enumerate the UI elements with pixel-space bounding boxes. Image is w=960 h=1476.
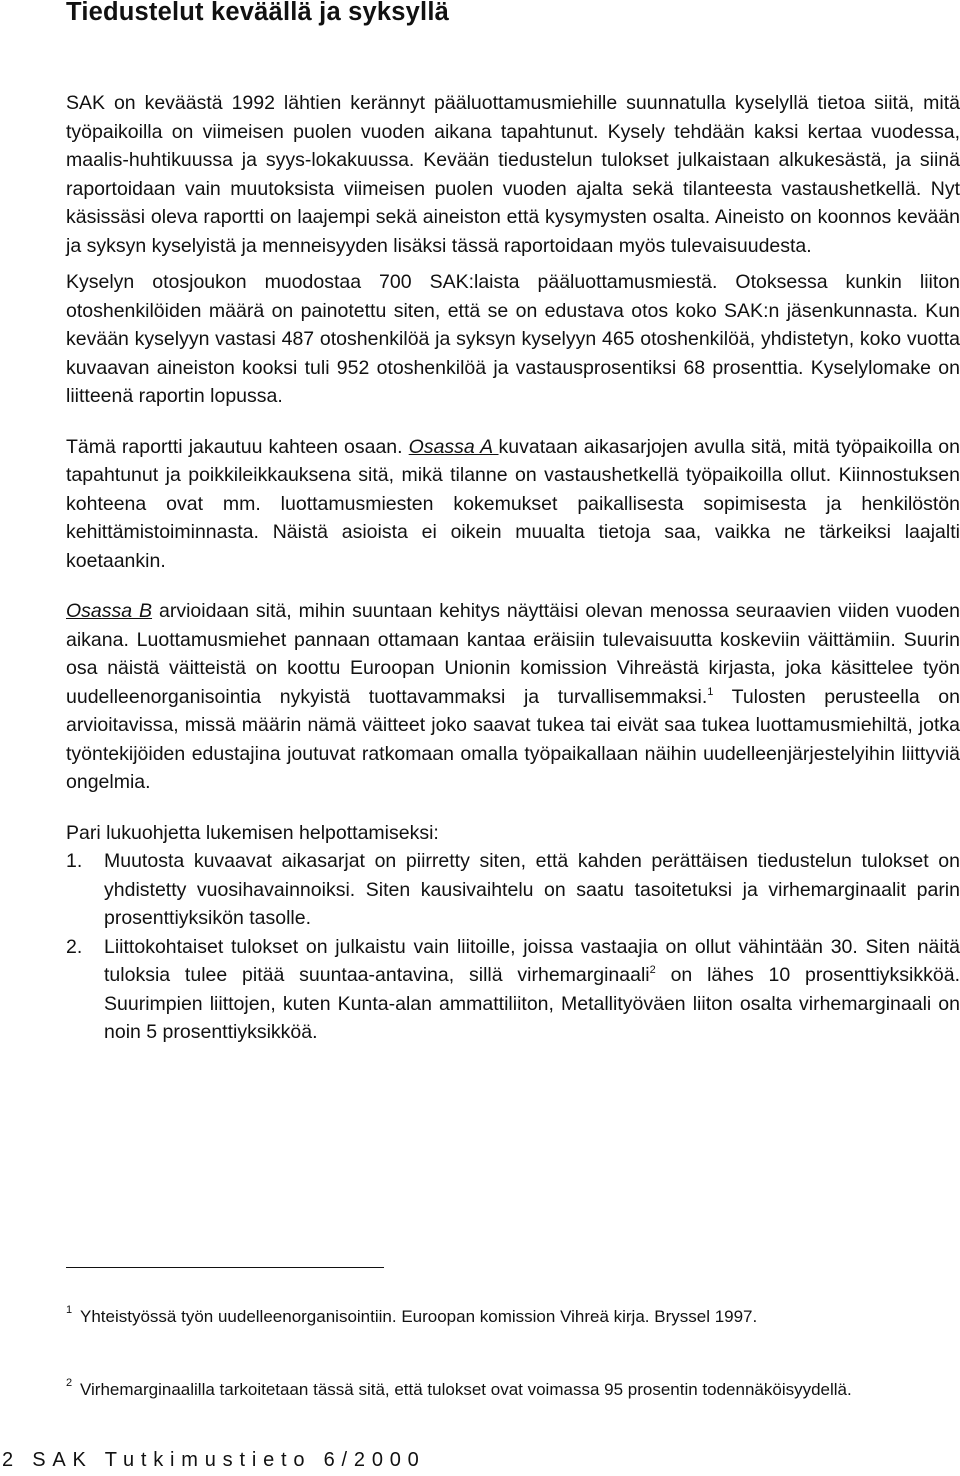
body-text — [66, 89, 960, 1047]
part-a-label: Osassa A — [408, 435, 499, 458]
paragraph-part-b — [66, 597, 960, 797]
paragraph-structure-lead: Tämä raportti jakautuu kahteen osaan. — [66, 435, 409, 458]
page-title: Tiedustelut keväällä ja syksyllä — [66, 0, 449, 26]
list-item — [66, 933, 960, 1047]
reading-tips-list — [66, 847, 960, 1047]
paragraph-structure-rest: kuvataan aikasarjojen avulla sitä, mitä työpaikoilla on tapahtunut ja poikkileikkauksena sitä, mikä tilanne on vastaushetkellä työpaikoilla ollut. Kiinnostuksen kohteena ovat mm. luottamusmiesten kokemukset paikallisesta sopimisesta ja henkilöstön kehittämistoiminnasta. Näistä asioista ei oikein muualta tietoja saa, vaikka ne tärkeiksi laajalti koetaankin. — [66, 435, 960, 572]
paragraph-part-b-mid: arvioidaan sitä, mihin suuntaan kehitys näyttäisi olevan menossa seuraavien viiden vuoden aikana. Luottamusmiehet pannaan ottamaan kantaa eräisiin tulevaisuutta koskeviin väittämiin. Suurin osa näistä väitteistä on koottu Euroopan Unionin komission Vihreästä kirjasta, joka käsittelee työn uudelleenorganisointia nykyistä tuottavammaksi ja turvallisemmaksi. — [66, 600, 960, 708]
footnote-divider — [66, 1267, 384, 1268]
list-item-text: Muutosta kuvaavat aikasarjat on piirretty siten, että kahden perättäisen tiedustelun tulokset on yhdistetty vuosihavainnoiksi. Siten kausivaihtelu on saatu tasoitetuksi ja virhemarginaalit parin prosenttiyksikön tasolle. — [104, 850, 960, 929]
footnote — [66, 1377, 926, 1402]
list-number: 1. — [66, 850, 83, 872]
list-item-text-rest: on lähes 10 prosenttiyksikköä. Suurimpien liittojen, kuten Kunta-alan ammattiliiton, Metallityöväen liiton osalta virhemarginaali on noin 5 prosenttiyksikköä. — [104, 964, 960, 1043]
part-b-label: Osassa B — [66, 600, 153, 622]
list-item-text: Liittokohtaiset tulokset on julkaistu vain liitoille, joissa vastaajia on ollut vähintään 30. Siten näitä tuloksia tulee pitää suuntaa-antavina, sillä virhemarginaali — [104, 935, 960, 986]
paragraph-structure — [66, 433, 960, 576]
list-intro: Pari lukuohjetta lukemisen helpottamiseksi: — [66, 821, 439, 844]
footnote-mark: 1 — [66, 1304, 73, 1316]
footnote-text: Virhemarginaalilla tarkoitetaan tässä sitä, että tulokset ovat voimassa 95 prosentin todennäköisyydellä. — [80, 1380, 852, 1399]
footnote-mark: 2 — [66, 1377, 73, 1389]
footnote-ref-1: 1 — [707, 685, 714, 698]
paragraph-part-b-rest: Tulosten perusteella on arvioitavissa, missä määrin nämä väitteet joko saavat tukea tai eivät saa tukea luottamusmiehiltä, jotka työntekijöiden edustajina joutuvat ratkomaan omalla työpaikallaan näihin uudelleenjärjestelyihin liittyviä ongelmia. — [66, 685, 960, 793]
list-number: 2. — [66, 935, 83, 958]
footnote — [66, 1304, 926, 1329]
footnote-ref-2: 2 — [649, 964, 656, 976]
paragraph-intro: SAK on keväästä 1992 lähtien kerännyt pääluottamusmiehille suunnatulla kyselyllä tietoa siitä, mitä työpaikoilla on viimeisen puolen vuoden aikana tapahtunut. Kysely tehdään kaksi kertaa vuodessa, maalis-huhtikuussa ja syys-lokakuussa. Kevään tiedustelun tulokset julkaistaan alkukesästä, ja siinä raportoidaan vain muutoksista viimeisen puolen vuoden ajalta sekä tilanteesta vastaushetkellä. Nyt käsissäsi oleva raportti on laajempi sekä aineiston että kysymysten osalta. Aineisto on koonnos kevään ja syksyn kyselyistä ja menneisyyden lisäksi tässä raportoidaan myös tulevaisuudesta. — [66, 92, 960, 257]
paragraph-sample: Kyselyn otosjoukon muodostaa 700 SAK:laista pääluottamusmiestä. Otoksessa kunkin liiton otoshenkilöiden määrä on painotettu siten, että se on edustava otos koko SAK:n jäsenkunnasta. Kun kevään kyselyyn vastasi 487 otoshenkilöä ja syksyn kyselyyn 465 otoshenkilöä, yhdistetyn, koko vuotta kuvaavan aineiston kooksi tuli 952 otoshenkilöä ja vastausprosentiksi 68 prosenttia. Kyselylomake on liitteenä raportin lopussa. — [66, 271, 960, 407]
list-item — [66, 847, 960, 933]
footnote-text: Yhteistyössä työn uudelleenorganisointiin. Euroopan komission Vihreä kirja. Bryssel 1997. — [80, 1307, 758, 1326]
page-footer: 2 SAK Tutkimustieto 6/2000 — [2, 1449, 426, 1471]
